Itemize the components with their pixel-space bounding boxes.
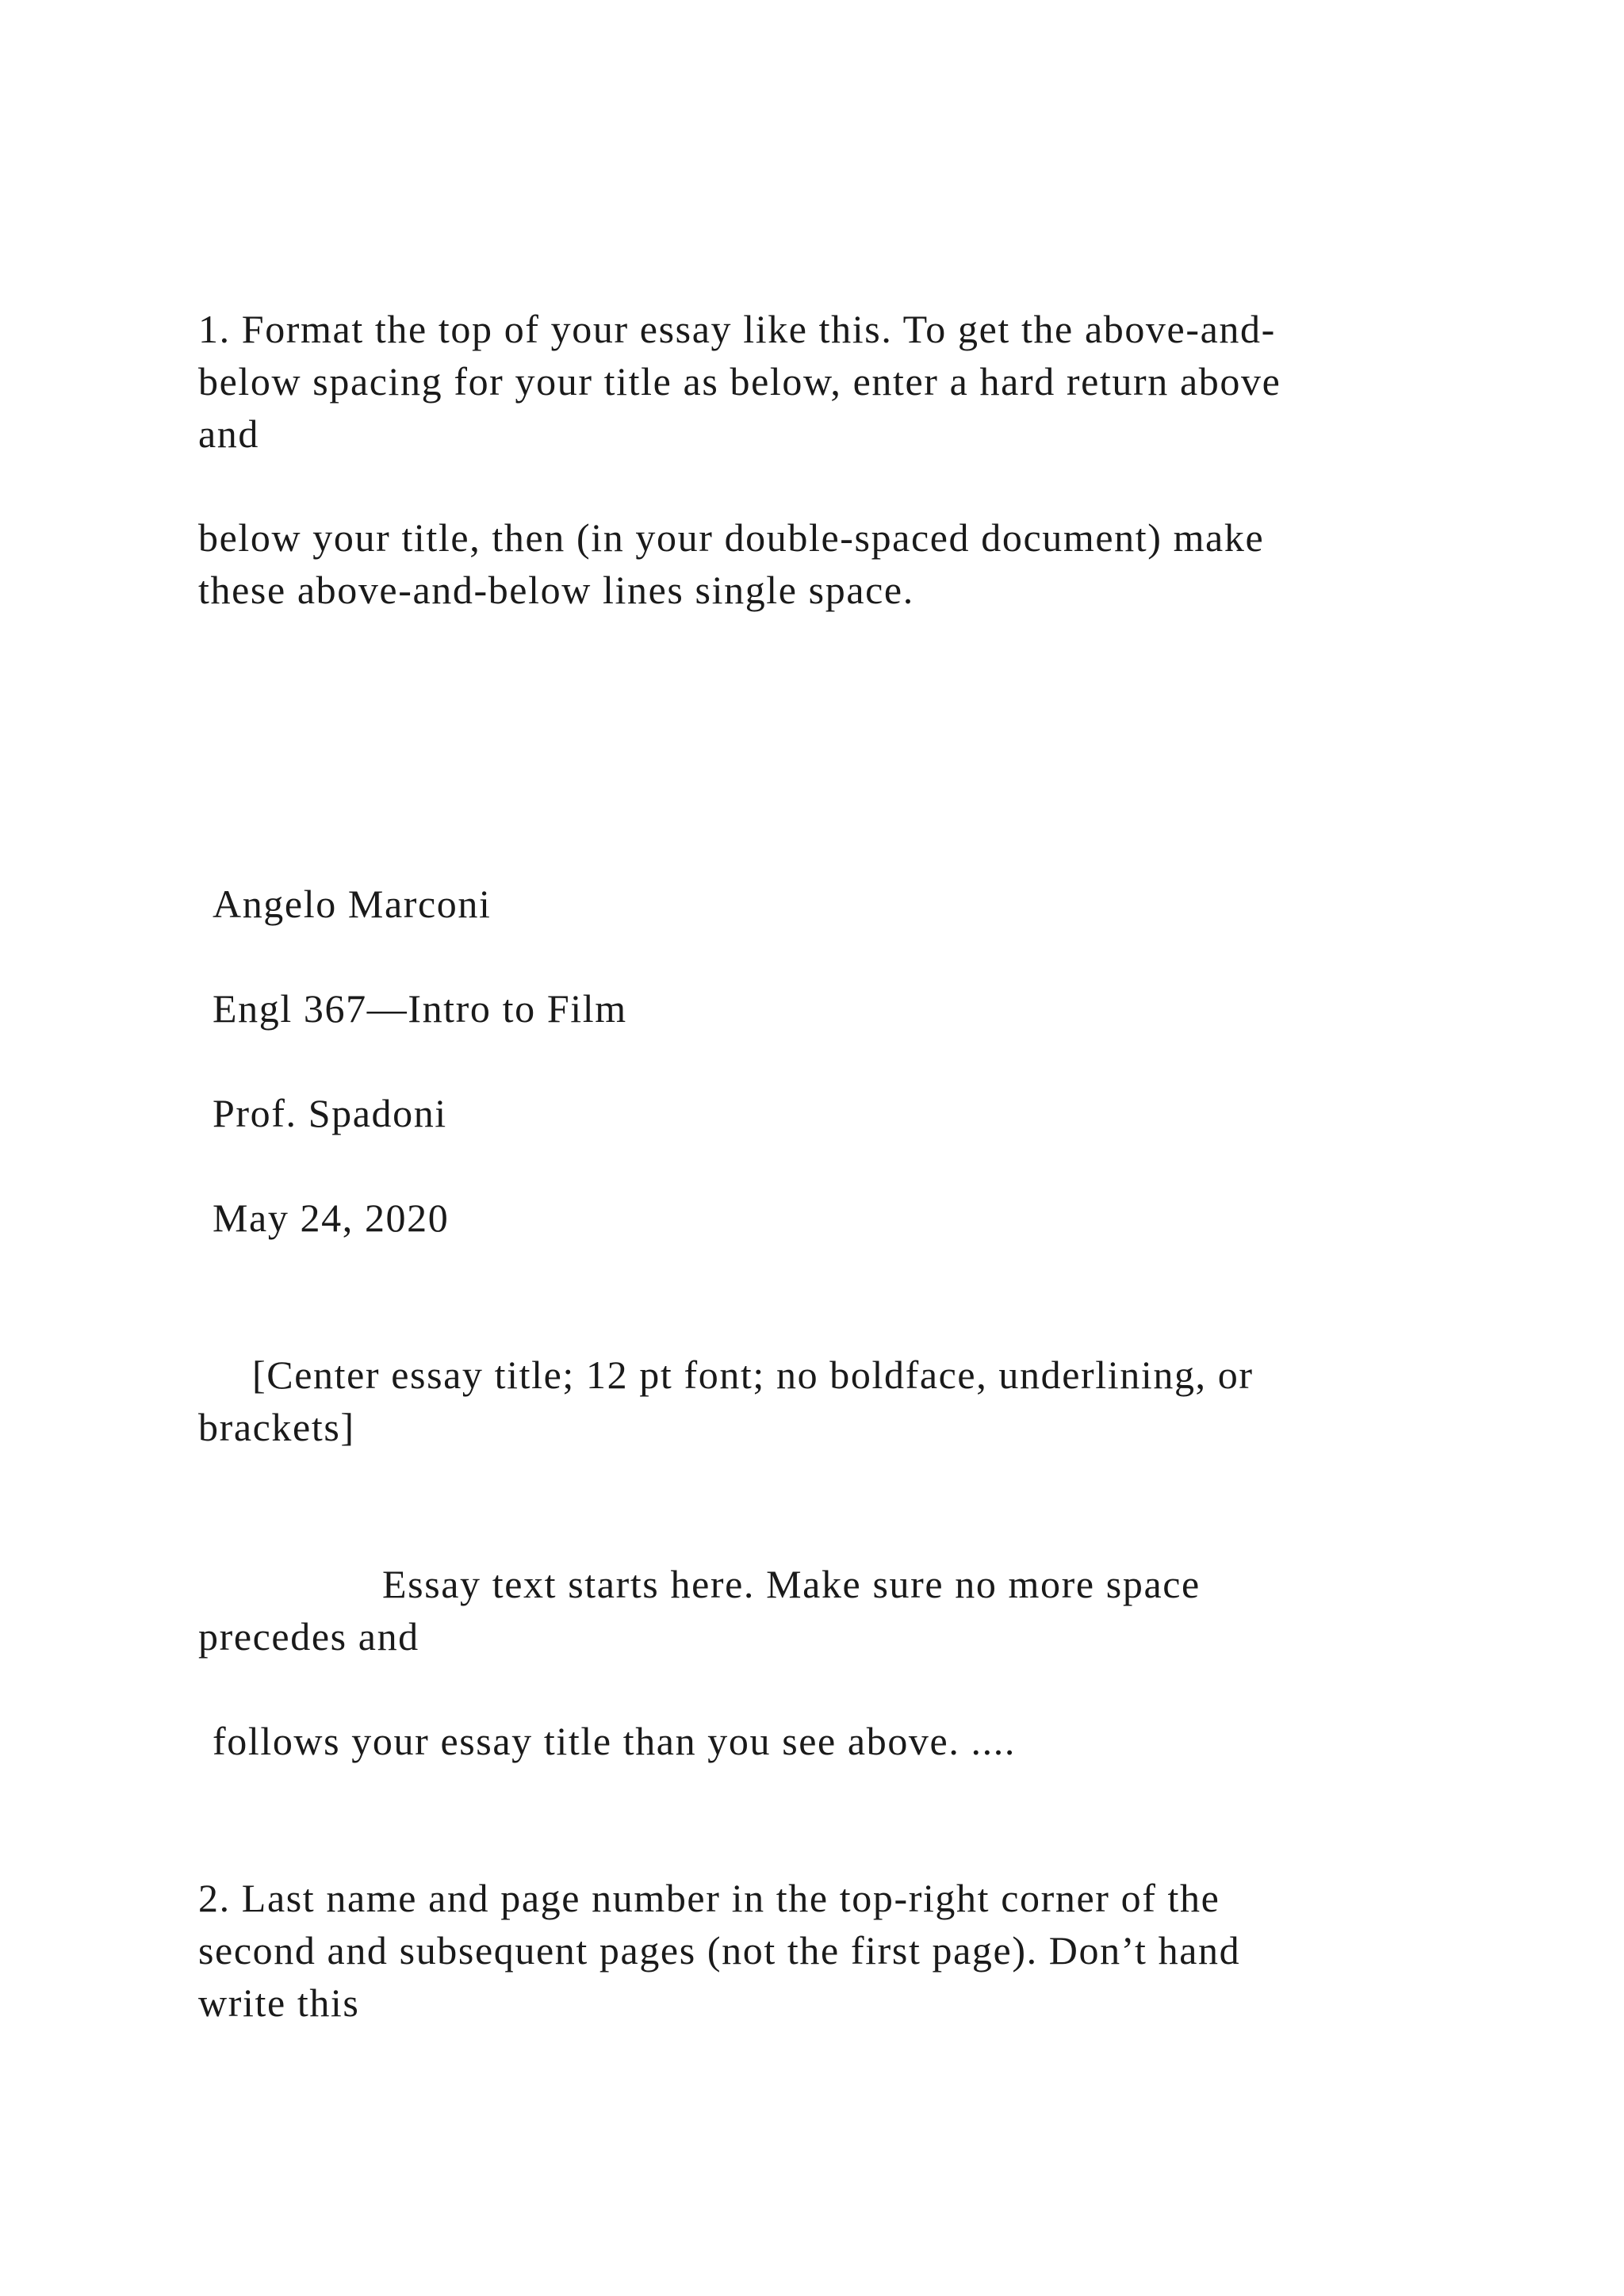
heading-name: Angelo Marconi [213, 882, 492, 926]
instruction-1-line-4: below your title, then (in your double-spaced document) make [198, 515, 1265, 560]
instruction-2-line-1: 2. Last name and page number in the top-right corner of the [198, 1876, 1220, 1920]
instruction-2-line-2: second and subsequent pages (not the first page). Don’t hand [198, 1928, 1241, 1973]
instruction-1-line-2: below spacing for your title as below, enter a hard return above [198, 359, 1281, 404]
essay-text-line-1: Essay text starts here. Make sure no more space [382, 1562, 1201, 1606]
instruction-1-line-1: 1. Format the top of your essay like this. To get the above-and- [198, 307, 1276, 351]
title-note-line-2: brackets] [198, 1405, 355, 1449]
title-note-line-1: [Center essay title; 12 pt font; no boldface, underlining, or [252, 1353, 1254, 1397]
essay-text-line-2: precedes and [198, 1614, 419, 1659]
heading-date: May 24, 2020 [213, 1196, 450, 1240]
instruction-1-line-5: these above-and-below lines single space. [198, 568, 914, 612]
instruction-1-line-3: and [198, 411, 259, 456]
instruction-2-line-3: write this [198, 1980, 360, 2025]
essay-text-line-3: follows your essay title than you see above. .... [213, 1719, 1016, 1763]
heading-course: Engl 367—Intro to Film [213, 986, 627, 1031]
heading-professor: Prof. Spadoni [213, 1091, 447, 1135]
